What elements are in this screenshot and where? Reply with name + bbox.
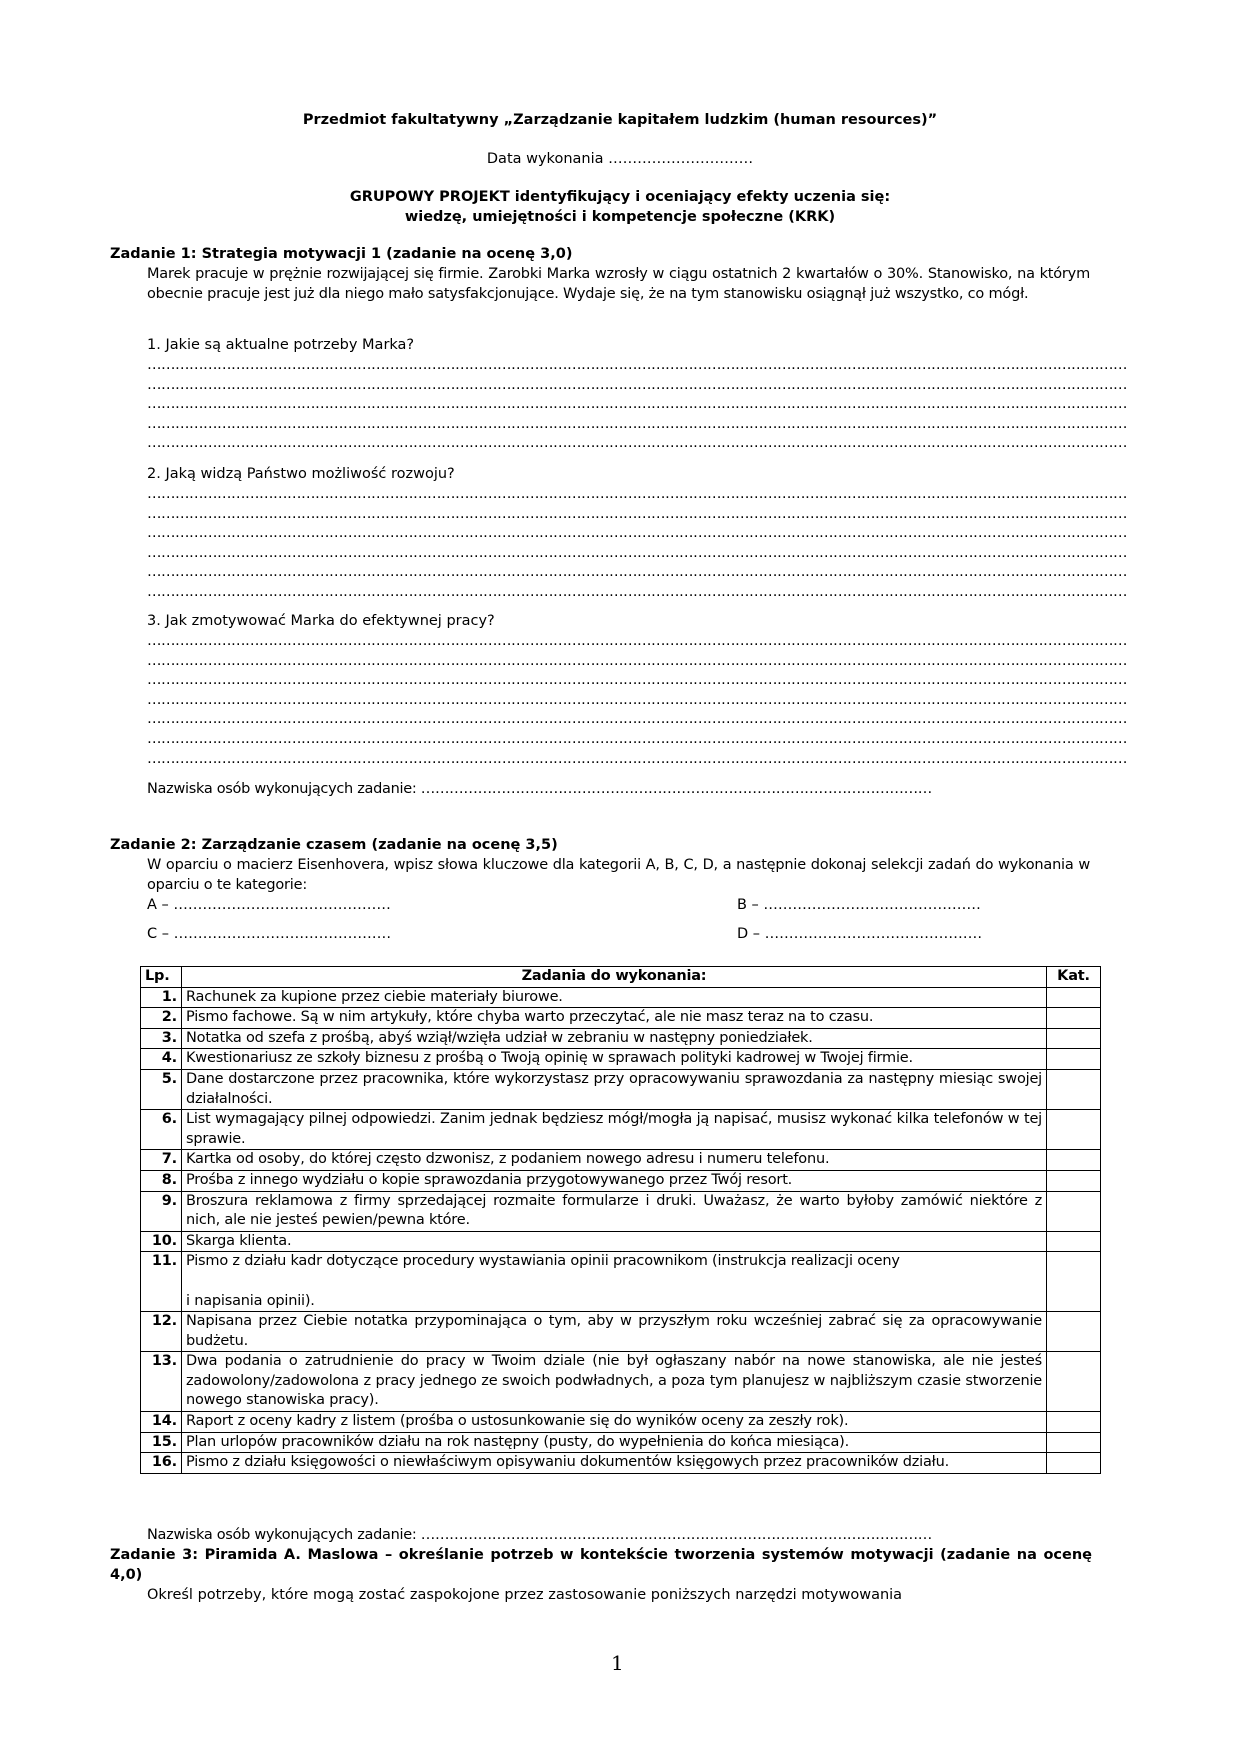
answer-line[interactable]: ………………………………………………………………………………………………………………………………………………………………………………………… xyxy=(147,396,1127,413)
answer-line[interactable]: ………………………………………………………………………………………………………………………………………………………………………………………… xyxy=(147,544,1127,561)
row-task: List wymagający pilnej odpowiedzi. Zanim jednak będziesz mógł/mogła ją napisać, musisz wykonać kilka telefonów w tej sprawie. xyxy=(182,1110,1047,1150)
task1-text: Marek pracuje w prężnie rozwijającej się firmie. Zarobki Marka wzrosły w ciągu ostatnich 2 kwartałów o 30%. Stanowisko, na którym obecnie pracuje jest już dla niego mało satysfakcjonujące. Wydaje się, że na tym stanowisku osiągnął już wszystko, co mógł. xyxy=(147,266,1090,302)
answer-line[interactable]: ………………………………………………………………………………………………………………………………………………………………………………………… xyxy=(147,376,1127,393)
answer-line[interactable]: ………………………………………………………………………………………………………………………………………………………………………………………… xyxy=(147,505,1127,522)
task1-heading: Zadanie 1: Strategia motywacji 1 (zadanie na ocenę 3,0) xyxy=(110,246,573,262)
row-task-line: Pismo z działu kadr dotyczące procedury wystawiania opinii pracownikom (instrukcja realizacji oceny xyxy=(186,1253,900,1270)
row-category-cell[interactable] xyxy=(1047,1312,1101,1352)
row-number: 3. xyxy=(141,1028,182,1049)
row-task: Pismo z działu księgowości o niewłaściwym opisywaniu dokumentów księgowych przez pracowników działu. xyxy=(182,1453,1047,1474)
row-task: Broszura reklamowa z firmy sprzedającej rozmaite formularze i druki. Uważasz, że warto byłoby zamówić niektóre z nich, ale nie jesteś pewien/pewna które. xyxy=(182,1191,1047,1231)
row-task: Plan urlopów pracowników działu na rok następny (pusty, do wypełnienia do końca miesiąca). xyxy=(182,1432,1047,1453)
task1-names-field: Nazwiska osób wykonujących zadanie: ……………………………………………………………………………………………… xyxy=(147,781,932,797)
row-task: Prośba z innego wydziału o kopie sprawozdania przygotowywanego przez Twój resort. xyxy=(182,1170,1047,1191)
answer-line[interactable]: ………………………………………………………………………………………………………………………………………………………………………………………… xyxy=(147,633,1127,649)
row-category-cell[interactable] xyxy=(1047,1191,1101,1231)
row-number: 14. xyxy=(141,1412,182,1433)
table-row xyxy=(141,1150,1101,1171)
row-number: 5. xyxy=(141,1069,182,1109)
task1-question-3: 3. Jak zmotywować Marka do efektywnej pracy? xyxy=(147,613,495,629)
header-lp: Lp. xyxy=(141,967,182,988)
row-category-cell[interactable] xyxy=(1047,1069,1101,1109)
row-category-cell[interactable] xyxy=(1047,1231,1101,1252)
row-task: Rachunek za kupione przez ciebie materiały biurowe. xyxy=(182,987,1047,1008)
category-b-field: B – ……………………………………… xyxy=(737,897,981,913)
row-task: Notatka od szefa z prośbą, abyś wziął/wzięła udział w zebraniu w następny poniedziałek. xyxy=(182,1028,1047,1049)
row-task-line: i napisania opinii). xyxy=(186,1292,315,1309)
row-category-cell[interactable] xyxy=(1047,1008,1101,1029)
row-number: 16. xyxy=(141,1453,182,1474)
task3-text: Określ potrzeby, które mogą zostać zaspokojone przez zastosowanie poniższych narzędzi motywowania xyxy=(147,1587,903,1603)
table-row xyxy=(141,987,1101,1008)
row-category-cell[interactable] xyxy=(1047,1252,1101,1312)
row-number: 9. xyxy=(141,1191,182,1231)
table-row xyxy=(141,1170,1101,1191)
row-task: Skarga klienta. xyxy=(182,1231,1047,1252)
row-number: 10. xyxy=(141,1231,182,1252)
row-number: 12. xyxy=(141,1312,182,1352)
row-task: Raport z oceny kadry z listem (prośba o ustosunkowanie się do wyników oceny za zeszły rok). xyxy=(182,1412,1047,1433)
row-number: 4. xyxy=(141,1049,182,1070)
answer-line[interactable]: ………………………………………………………………………………………………………………………………………………………………………………………… xyxy=(147,672,1127,689)
answer-line[interactable]: ………………………………………………………………………………………………………………………………………………………………………………………… xyxy=(147,652,1127,669)
answer-line[interactable]: ………………………………………………………………………………………………………………………………………………………………………………………… xyxy=(147,435,1127,452)
row-category-cell[interactable] xyxy=(1047,1352,1101,1412)
row-category-cell[interactable] xyxy=(1047,1110,1101,1150)
table-row xyxy=(141,1110,1101,1150)
row-task: Kartka od osoby, do której często dzwonisz, z podaniem nowego adresu i numeru telefonu. xyxy=(182,1150,1047,1171)
page-number: 1 xyxy=(611,1651,624,1675)
row-task xyxy=(182,1252,1047,1312)
answer-line[interactable]: ………………………………………………………………………………………………………………………………………………………………………………………… xyxy=(147,357,1127,373)
row-task: Dane dostarczone przez pracownika, które wykorzystasz przy opracowywaniu sprawozdania za następny miesiąc swojej działalności. xyxy=(182,1069,1047,1109)
table-row xyxy=(141,1231,1101,1252)
answer-line[interactable]: ………………………………………………………………………………………………………………………………………………………………………………………… xyxy=(147,564,1127,581)
answer-line[interactable]: ………………………………………………………………………………………………………………………………………………………………………………………… xyxy=(147,525,1127,542)
table-row xyxy=(141,1352,1101,1412)
task2-heading: Zadanie 2: Zarządzanie czasem (zadanie na ocenę 3,5) xyxy=(110,837,558,853)
answer-line[interactable]: ………………………………………………………………………………………………………………………………………………………………………………………… xyxy=(147,750,1127,767)
row-task: Pismo fachowe. Są w nim artykuły, które chyba warto przeczytać, ale nie masz teraz na to czasu. xyxy=(182,1008,1047,1029)
header-category: Kat. xyxy=(1047,967,1101,988)
task3-heading: Zadanie 3: Piramida A. Maslowa – określanie potrzeb w kontekście tworzenia systemów motywacji (zadanie na ocenę 4,0) xyxy=(110,1547,1092,1583)
task2-text: W oparciu o macierz Eisenhovera, wpisz słowa kluczowe dla kategorii A, B, C, D, a następnie dokonaj selekcji zadań do wykonania w oparciu o te kategorie: xyxy=(147,857,1090,893)
tasks-table xyxy=(140,966,1101,1474)
row-number: 13. xyxy=(141,1352,182,1412)
table-row xyxy=(141,1028,1101,1049)
category-c-field: C – ……………………………………… xyxy=(147,926,392,942)
answer-line[interactable]: ………………………………………………………………………………………………………………………………………………………………………………………… xyxy=(147,691,1127,708)
date-field: Data wykonania ………………………… xyxy=(486,151,754,167)
row-number: 8. xyxy=(141,1170,182,1191)
task2-names-field: Nazwiska osób wykonujących zadanie: ……………………………………………………………………………………………… xyxy=(147,1527,932,1543)
row-number: 7. xyxy=(141,1150,182,1171)
table-row xyxy=(141,1412,1101,1433)
row-category-cell[interactable] xyxy=(1047,1432,1101,1453)
table-row xyxy=(141,1069,1101,1109)
table-row xyxy=(141,1453,1101,1474)
table-header-row xyxy=(141,967,1101,988)
answer-line[interactable]: ………………………………………………………………………………………………………………………………………………………………………………………… xyxy=(147,415,1127,432)
row-category-cell[interactable] xyxy=(1047,987,1101,1008)
answer-line[interactable]: ………………………………………………………………………………………………………………………………………………………………………………………… xyxy=(147,730,1127,747)
row-category-cell[interactable] xyxy=(1047,1453,1101,1474)
table-row xyxy=(141,1191,1101,1231)
table-row xyxy=(141,1049,1101,1070)
row-task: Napisana przez Ciebie notatka przypominająca o tym, aby w przyszłym roku wcześniej zabrać się za opracowywanie budżetu. xyxy=(182,1312,1047,1352)
row-task: Kwestionariusz ze szkoły biznesu z prośbą o Twoją opinię w sprawach polityki kadrowej w Twojej firmie. xyxy=(182,1049,1047,1070)
row-number: 2. xyxy=(141,1008,182,1029)
row-number: 1. xyxy=(141,987,182,1008)
table-row xyxy=(141,1008,1101,1029)
table-row xyxy=(141,1432,1101,1453)
row-category-cell[interactable] xyxy=(1047,1170,1101,1191)
answer-line[interactable]: ………………………………………………………………………………………………………………………………………………………………………………………… xyxy=(147,583,1127,600)
row-category-cell[interactable] xyxy=(1047,1028,1101,1049)
row-number: 11. xyxy=(141,1252,182,1312)
header-tasks: Zadania do wykonania: xyxy=(182,967,1047,988)
row-category-cell[interactable] xyxy=(1047,1049,1101,1070)
task1-question-1: 1. Jakie są aktualne potrzeby Marka? xyxy=(147,337,415,353)
row-category-cell[interactable] xyxy=(1047,1412,1101,1433)
category-d-field: D – ……………………………………… xyxy=(737,926,983,942)
row-task: Dwa podania o zatrudnienie do pracy w Twoim dziale (nie był ogłaszany nabór na nowe stanowiska, ale nie jesteś zadowolony/zadowolona z pracy jednego ze swoich podwładnych, a poza tym planujesz w najbliższym czasie stworzenie nowego stanowiska pracy). xyxy=(182,1352,1047,1412)
project-title-line1: GRUPOWY PROJEKT identyfikujący i oceniający efekty uczenia się: xyxy=(349,189,891,205)
answer-line[interactable]: ………………………………………………………………………………………………………………………………………………………………………………………… xyxy=(147,711,1127,728)
table-row xyxy=(141,1312,1101,1352)
row-number: 6. xyxy=(141,1110,182,1150)
document-title: Przedmiot fakultatywny „Zarządzanie kapitałem ludzkim (human resources)” xyxy=(302,112,938,128)
row-category-cell[interactable] xyxy=(1047,1150,1101,1171)
task1-question-2: 2. Jaką widzą Państwo możliwość rozwoju? xyxy=(147,466,455,482)
table-row xyxy=(141,1252,1101,1312)
row-number: 15. xyxy=(141,1432,182,1453)
category-a-field: A – ……………………………………… xyxy=(147,897,391,913)
answer-line[interactable]: ………………………………………………………………………………………………………………………………………………………………………………………… xyxy=(147,486,1127,502)
project-title-line2: wiedzę, umiejętności i kompetencje społeczne (KRK) xyxy=(404,209,836,225)
